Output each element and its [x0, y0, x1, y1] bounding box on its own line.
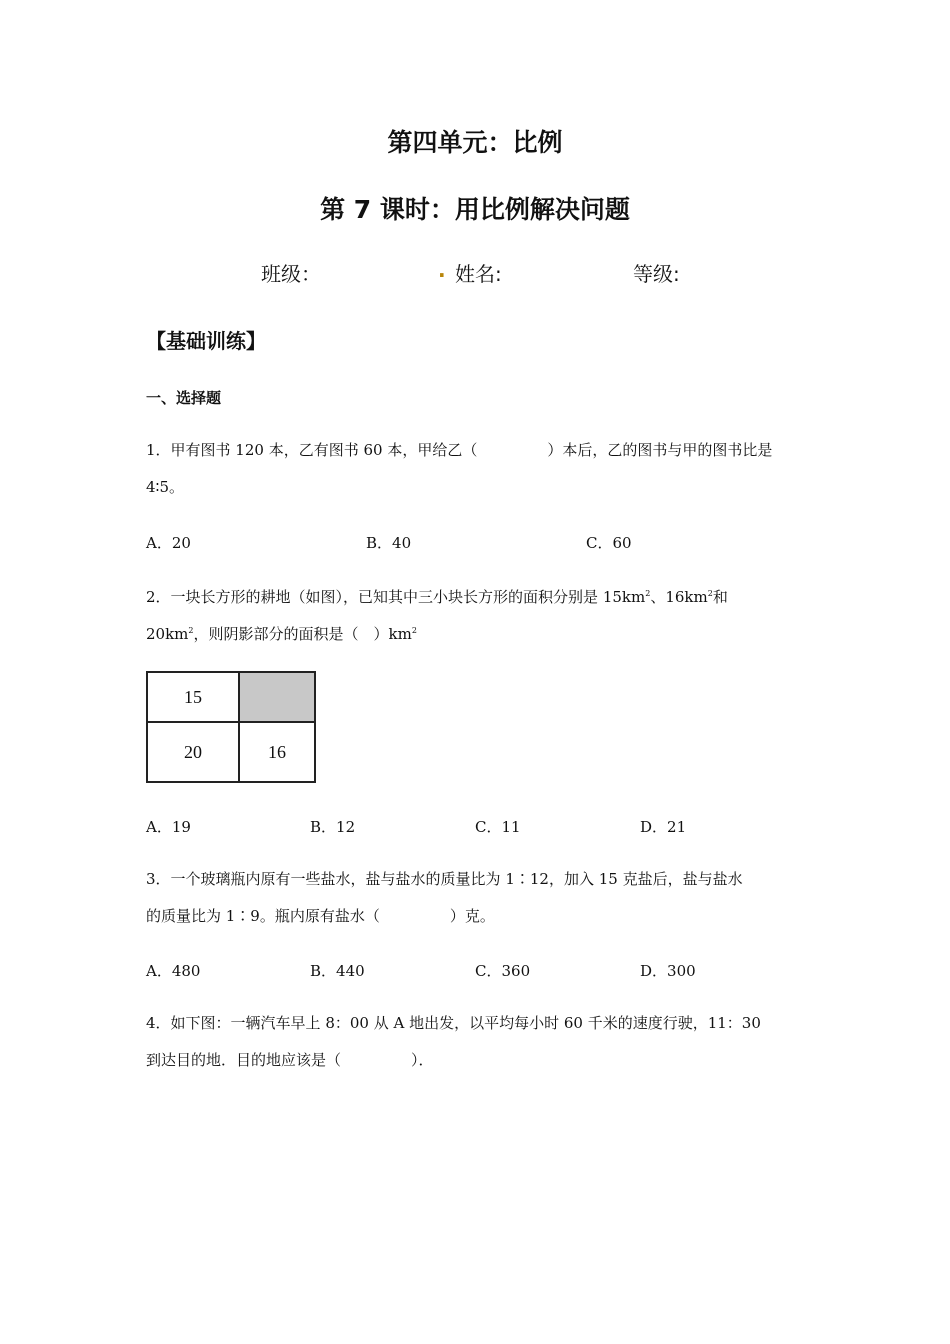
question-1-line-2: 4∶5。 [146, 478, 184, 496]
question-1-line-1: 1．甲有图书 120 本，乙有图书 60 本，甲给乙（ ）本后，乙的图书与甲的图书比是 [146, 441, 773, 459]
option-2c: C．11 [475, 818, 521, 836]
grid-cell-bottom-right: 16 [238, 721, 316, 783]
separator-dot: . [438, 258, 446, 282]
section-title: 【基础训练】 [146, 329, 266, 353]
option-2b: B．12 [310, 818, 356, 836]
grid-cell-bottom-left: 20 [146, 721, 240, 783]
option-1b: B．40 [366, 534, 412, 552]
option-3b: B．440 [310, 962, 365, 980]
option-3d: D．300 [640, 962, 696, 980]
question-4-line-2: 到达目的地．目的地应该是（ ）． [146, 1051, 434, 1069]
name-label: 姓名: [455, 262, 502, 286]
field-diagram [146, 671, 316, 783]
class-label: 班级： [261, 262, 321, 286]
option-3a: A．480 [146, 962, 201, 980]
question-2-line-1: 2．一块长方形的耕地（如图），已知其中三小块长方形的面积分别是 $15km^2$、$16km^2$和 [146, 588, 728, 606]
unit-title: 第四单元：比例 [387, 128, 563, 157]
question-3-line-2: 的质量比为 1∶9。瓶内原有盐水（ ）克。 [146, 907, 495, 925]
grid-cell-top-left: 15 [146, 671, 240, 723]
subsection-title: 一、选择题 [146, 389, 222, 407]
grid-cell-shaded [238, 671, 316, 723]
option-2d: D．21 [640, 818, 687, 836]
option-1a: A．20 [146, 534, 191, 552]
option-3c: C．360 [475, 962, 531, 980]
option-2a: A．19 [146, 818, 191, 836]
question-2-line-2: $20km^2$，则阴影部分的面积是（ ）$km^2$ [146, 625, 417, 643]
question-3-line-1: 3．一个玻璃瓶内原有一些盐水，盐与盐水的质量比为 1∶12，加入 15 克盐后，盐与盐水 [146, 870, 743, 888]
grade-label: 等级: [633, 262, 680, 286]
option-1c: C．60 [586, 534, 632, 552]
question-4-line-1: 4．如下图：一辆汽车早上 8：00 从 A 地出发，以平均每小时 60 千米的速度行驶，11：30 [146, 1014, 761, 1032]
lesson-title: 第 7 课时：用比例解决问题 [320, 195, 630, 224]
